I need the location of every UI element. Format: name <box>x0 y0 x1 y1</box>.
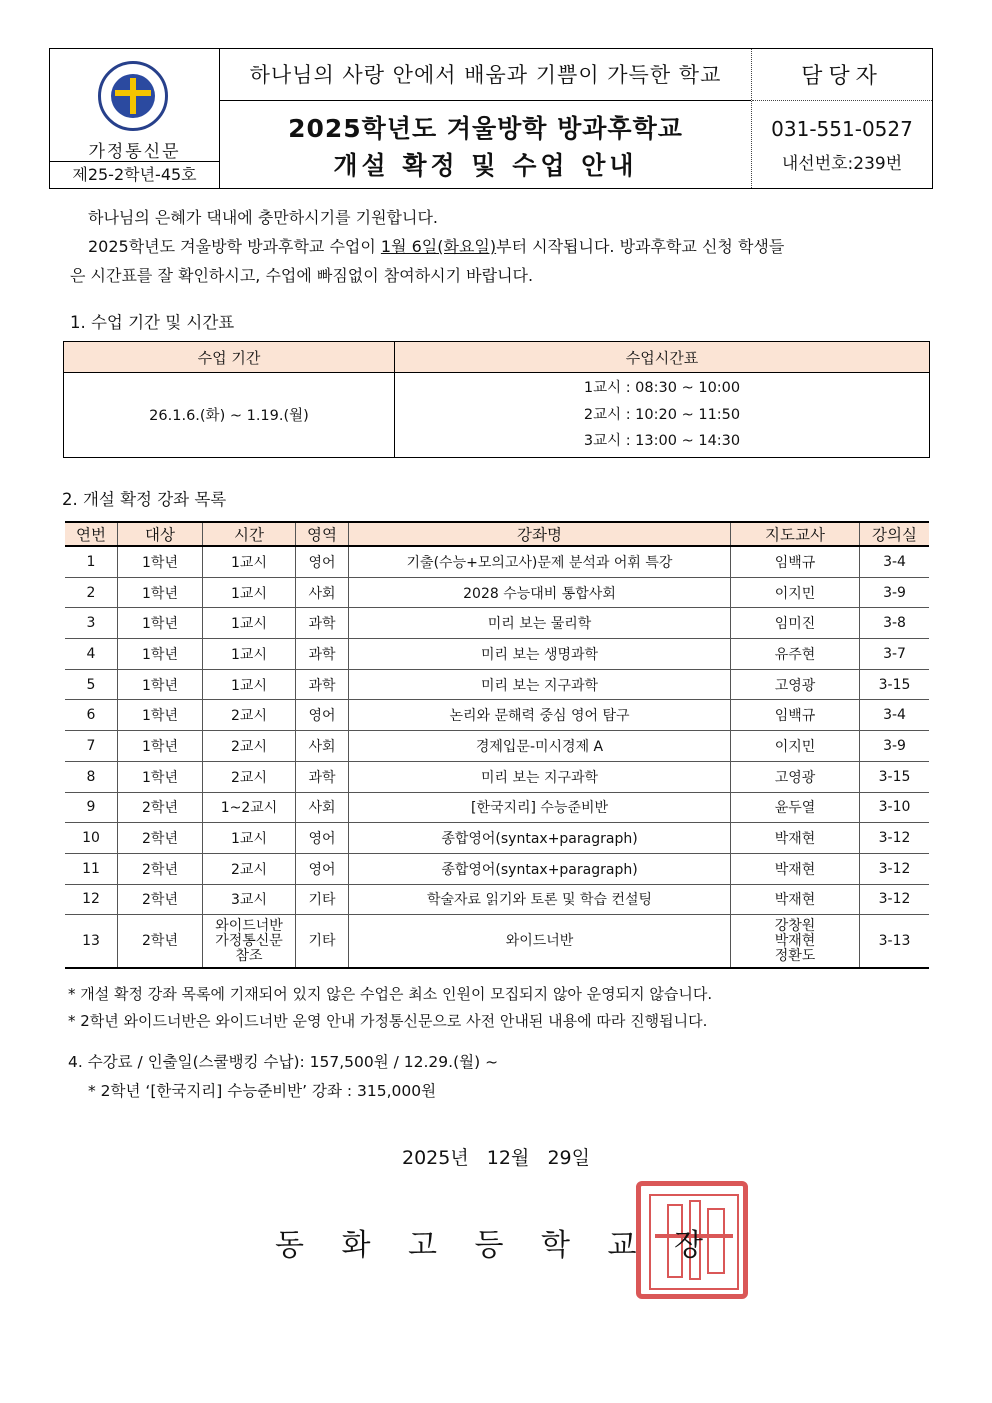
row-teacher: 고영광 <box>731 761 860 792</box>
table-row <box>65 639 929 670</box>
row-grade: 1학년 <box>118 669 203 700</box>
table-row: 13 2학년 와이드너반 가정통신문 참조 기타 와이드너반 강창원 박재현 정환도 3-13 <box>65 915 929 969</box>
row-room: 3-15 <box>860 761 930 792</box>
row-teacher: 고영광 <box>731 669 860 700</box>
row-grade: 1학년 <box>118 731 203 762</box>
row-teacher: 박재현 <box>731 853 860 884</box>
row-grade: 2학년 <box>118 853 203 884</box>
section-1-title: 1. 수업 기간 및 시간표 <box>70 313 235 332</box>
table-row <box>65 577 929 608</box>
table-row <box>65 731 929 762</box>
row-course: 2028 수능대비 통합사회 <box>349 577 731 608</box>
row-course: 종합영어(syntax+paragraph) <box>349 823 731 854</box>
row-no: 9 <box>65 792 118 823</box>
row-room: 3-8 <box>860 608 930 639</box>
header-logo-cell <box>50 49 220 188</box>
table-row <box>65 608 929 639</box>
table-row <box>65 884 929 915</box>
row-room: 3-4 <box>860 700 930 731</box>
row-teacher: 유주현 <box>731 639 860 670</box>
contact-phone: 031-551-0527 <box>771 117 913 141</box>
row-time: 1~2교시 <box>203 792 296 823</box>
school-slogan: 하나님의 사랑 안에서 배움과 기쁨이 가득한 학교 <box>220 49 751 101</box>
row-area: 사회 <box>296 577 349 608</box>
row-grade: 2학년 <box>118 823 203 854</box>
row-course: 경제입문-미시경제 A <box>349 731 731 762</box>
school-logo <box>98 61 168 131</box>
course-table-header: 연번 대상 시간 영역 강좌명 지도교사 강의실 <box>65 522 929 546</box>
table-row <box>65 823 929 854</box>
row-no: 1 <box>65 546 118 577</box>
period-1: 1교시 : 08:30 ~ 10:00 <box>583 380 741 396</box>
row-time: 1교시 <box>203 577 296 608</box>
row-time: 2교시 <box>203 700 296 731</box>
row-teacher: 박재현 <box>731 823 860 854</box>
note-1: * 개설 확정 강좌 목록에 기재되어 있지 않은 수업은 최소 인원이 모집되지 않아 운영되지 않습니다. <box>68 985 713 1003</box>
row-course: 종합영어(syntax+paragraph) <box>349 853 731 884</box>
issue-date: 2025년 12월 29일 <box>401 1147 590 1169</box>
period-3: 3교시 : 13:00 ~ 14:30 <box>583 433 741 449</box>
row-time: 2교시 <box>203 731 296 762</box>
row-area: 과학 <box>296 639 349 670</box>
row-no: 2 <box>65 577 118 608</box>
row-area: 영어 <box>296 546 349 577</box>
contact-label: 담당자 <box>752 49 932 101</box>
row-no: 7 <box>65 731 118 762</box>
row-course: 미리 보는 생명과학 <box>349 639 731 670</box>
row-no: 12 <box>65 884 118 915</box>
intro-line-1: 하나님의 은혜가 댁내에 충만하시기를 기원합니다. <box>88 208 439 227</box>
period-2: 2교시 : 10:20 ~ 11:50 <box>583 406 741 423</box>
row-area: 영어 <box>296 700 349 731</box>
row-grade: 1학년 <box>118 577 203 608</box>
row-teacher: 박재현 <box>731 884 860 915</box>
page-title: 2025학년도 겨울방학 방과후학교 <box>288 114 683 143</box>
intro-line-3: 은 시간표를 잘 확인하시고, 수업에 빠짐없이 참여하시기 바랍니다. <box>70 266 534 285</box>
intro-line-2: 2025학년도 겨울방학 방과후학교 수업이 1월 6일(화요일)부터 시작됩니다. 방과후학교 신청 학생들 <box>88 237 785 256</box>
fee-line: 4. 수강료 / 인출일(스쿨뱅킹 수납): 157,500원 / 12.29.(월) ~ <box>68 1053 499 1071</box>
row-teacher: 임미진 <box>731 608 860 639</box>
signer: 동 화 고 등 학 교 장 <box>274 1228 718 1263</box>
row-room: 3-15 <box>860 669 930 700</box>
schedule-period: 26.1.6.(화) ~ 1.19.(월) <box>64 373 395 458</box>
row-time: 3교시 <box>203 884 296 915</box>
table-row <box>65 761 929 792</box>
row-room: 3-12 <box>860 823 930 854</box>
row-room: 3-9 <box>860 577 930 608</box>
letter-header <box>49 48 933 189</box>
row-teacher: 이지민 <box>731 731 860 762</box>
table-row <box>65 546 929 577</box>
doc-type: 가정통신문 <box>88 142 181 162</box>
row-teacher: 임백규 <box>731 700 860 731</box>
row-area: 사회 <box>296 792 349 823</box>
page-subtitle: 개설 확정 및 수업 안내 <box>333 151 638 180</box>
contact-extension: 내선번호:239번 <box>781 154 903 174</box>
row-area: 사회 <box>296 731 349 762</box>
row-time: 1교시 <box>203 639 296 670</box>
row-room: 3-12 <box>860 853 930 884</box>
row-area: 영어 <box>296 853 349 884</box>
row-time: 1교시 <box>203 608 296 639</box>
section-2-title: 2. 개설 확정 강좌 목록 <box>62 490 227 509</box>
row-grade: 2학년 <box>118 884 203 915</box>
row-grade: 1학년 <box>118 700 203 731</box>
start-date: 1월 6일(화요일) <box>380 237 497 256</box>
schedule-header-period: 수업 기간 <box>64 342 395 373</box>
row-course: 미리 보는 지구과학 <box>349 761 731 792</box>
header-title-cell <box>220 49 752 188</box>
row-teacher: 임백규 <box>731 546 860 577</box>
course-table <box>65 521 929 969</box>
row-grade: 2학년 <box>118 792 203 823</box>
row-time: 2교시 <box>203 853 296 884</box>
row-grade: 1학년 <box>118 639 203 670</box>
table-row <box>65 700 929 731</box>
row-area: 과학 <box>296 669 349 700</box>
row-no: 3 <box>65 608 118 639</box>
row-no: 4 <box>65 639 118 670</box>
row-time: 1교시 <box>203 669 296 700</box>
doc-number: 제25-2학년-45호 <box>50 161 219 186</box>
row-no: 11 <box>65 853 118 884</box>
row-course: 논리와 문해력 중심 영어 탐구 <box>349 700 731 731</box>
row-room: 3-12 <box>860 884 930 915</box>
row-course: 기출(수능+모의고사)문제 분석과 어휘 특강 <box>349 546 731 577</box>
row-no: 5 <box>65 669 118 700</box>
row-teacher: 윤두열 <box>731 792 860 823</box>
row-room: 3-9 <box>860 731 930 762</box>
schedule-header-timetable: 수업시간표 <box>395 342 930 373</box>
row-teacher: 이지민 <box>731 577 860 608</box>
row-grade: 1학년 <box>118 608 203 639</box>
row-course: 학술자료 읽기와 토론 및 학습 컨설팅 <box>349 884 731 915</box>
table-row <box>65 853 929 884</box>
row-area: 과학 <box>296 761 349 792</box>
row-room: 3-7 <box>860 639 930 670</box>
note-2: * 2학년 와이드너반은 와이드너반 운영 안내 가정통신문으로 사전 안내된 내용에 따라 진행됩니다. <box>68 1012 708 1030</box>
row-area: 기타 <box>296 884 349 915</box>
row-no: 8 <box>65 761 118 792</box>
row-room: 3-10 <box>860 792 930 823</box>
table-row <box>65 669 929 700</box>
row-no: 10 <box>65 823 118 854</box>
row-course: 미리 보는 물리학 <box>349 608 731 639</box>
row-course: 미리 보는 지구과학 <box>349 669 731 700</box>
row-grade: 1학년 <box>118 761 203 792</box>
fee-note: * 2학년 ‘[한국지리] 수능준비반’ 강좌 : 315,000원 <box>88 1082 437 1100</box>
schedule-timetable <box>395 373 930 458</box>
header-contact-cell <box>752 49 932 188</box>
row-time: 1교시 <box>203 546 296 577</box>
row-grade: 1학년 <box>118 546 203 577</box>
row-room: 3-4 <box>860 546 930 577</box>
row-time: 2교시 <box>203 761 296 792</box>
schedule-table <box>63 341 930 458</box>
table-row <box>65 792 929 823</box>
row-area: 영어 <box>296 823 349 854</box>
row-course: [한국지리] 수능준비반 <box>349 792 731 823</box>
row-no: 6 <box>65 700 118 731</box>
row-time: 1교시 <box>203 823 296 854</box>
row-area: 과학 <box>296 608 349 639</box>
